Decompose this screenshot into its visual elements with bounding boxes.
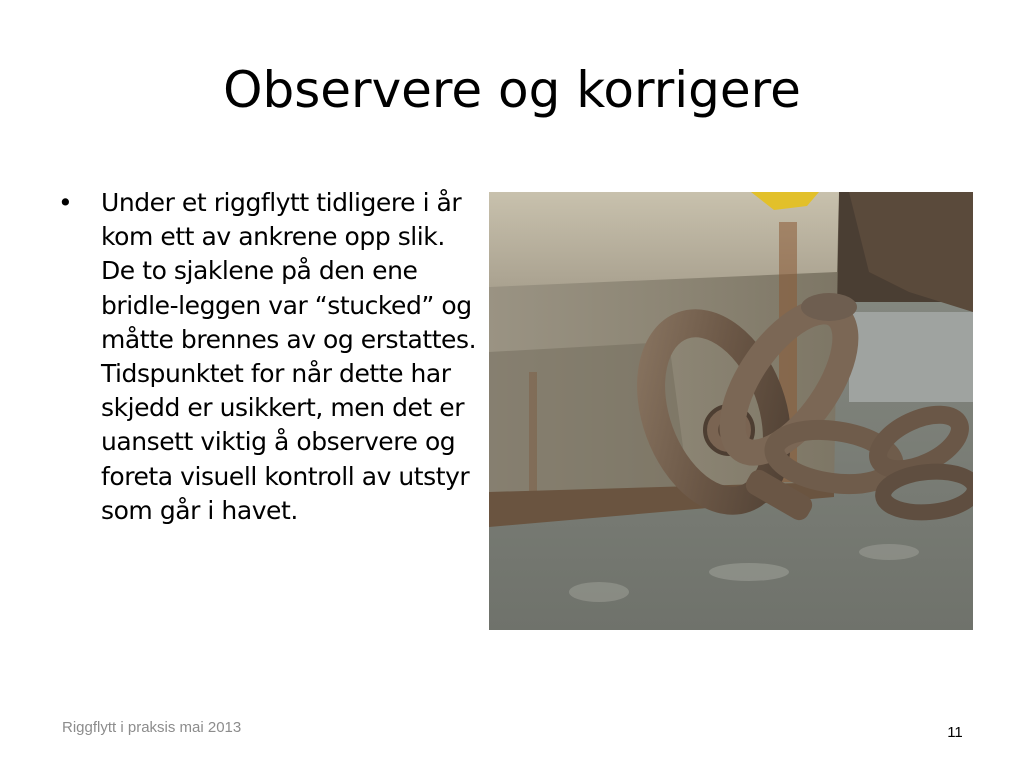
anchor-shackle-photo bbox=[489, 192, 973, 630]
bullet-text: Under et riggflytt tidligere i år kom ett av ankrene opp slik. De to sjaklene på den ene bridle-leggen var “stucked” og måtte brennes av og erstattes. Tidspunktet for når dette har skjedd er usikkert, men det er uansett viktig å observere og foreta visuell kontroll av utstyr som går i havet. bbox=[101, 188, 477, 525]
bullet-icon: • bbox=[58, 188, 73, 217]
bullet-list bbox=[58, 186, 478, 528]
page-number: 11 bbox=[947, 724, 963, 741]
bullet-item bbox=[58, 186, 478, 528]
footer-text: Riggflytt i praksis mai 2013 bbox=[62, 719, 242, 736]
slide-title: Observere og korrigere bbox=[223, 61, 801, 119]
